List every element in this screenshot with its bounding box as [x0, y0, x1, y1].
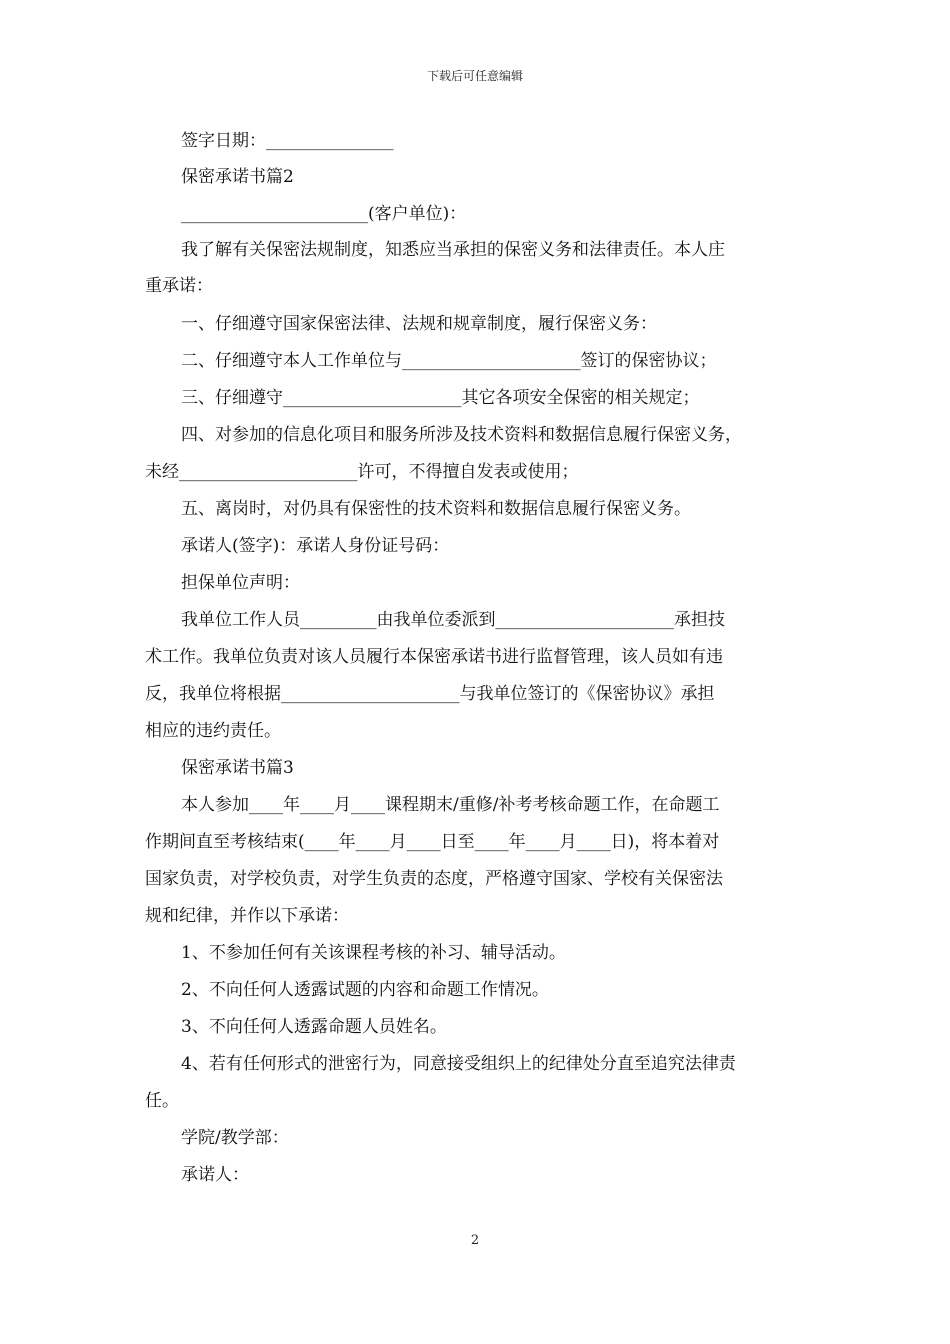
guarantor-statement-title: 担保单位声明：	[181, 573, 300, 593]
paragraph-line: 国家负责，对学校负责，对学生负责的态度，严格遵守国家、学校有关保密法	[145, 869, 723, 889]
paragraph-line: 我了解有关保密法规制度，知悉应当承担的保密义务和法律责任。本人庄	[181, 240, 725, 260]
promisor-line: 承诺人：	[181, 1165, 249, 1185]
commitment-item-2: 二、仔细遵守本人工作单位与_____________________签订的保密协议；	[181, 351, 717, 371]
page-header: 下载后可任意编辑	[426, 69, 523, 83]
paragraph-line: 相应的违约责任。	[145, 721, 281, 741]
paragraph-line: 作期间直至考核结束(____年____月____日至____年____月____日)，将本着对	[145, 832, 720, 852]
commitment-item-4: 四、对参加的信息化项目和服务所涉及技术资料和数据信息履行保密义务，	[181, 425, 742, 445]
paragraph-line: 重承诺：	[145, 276, 213, 296]
paragraph-line: 规和纪律，并作以下承诺：	[145, 906, 349, 926]
exam-item-4-cont: 任。	[145, 1091, 179, 1111]
paragraph-line: 反，我单位将根据_____________________与我单位签订的《保密协议》承担	[145, 684, 715, 704]
promisor-signature-line: 承诺人(签字)：承诺人身份证号码：	[181, 536, 450, 556]
commitment-item-5: 五、离岗时，对仍具有保密性的技术资料和数据信息履行保密义务。	[181, 499, 691, 519]
section-title-2: 保密承诺书篇2	[181, 167, 294, 187]
exam-item-4: 4、若有任何形式的泄密行为，同意接受组织上的纪律处分直至追究法律责	[181, 1054, 736, 1074]
commitment-item-3: 三、仔细遵守_____________________其它各项安全保密的相关规定；	[181, 388, 700, 408]
paragraph-line: 本人参加____年____月____课程期末/重修/补考考核命题工作，在命题工	[181, 795, 720, 815]
page-number: 2	[470, 1233, 480, 1248]
exam-item-1: 1、不参加任何有关该课程考核的补习、辅导活动。	[181, 943, 566, 963]
college-line: 学院/教学部：	[181, 1128, 289, 1148]
paragraph-line: 我单位工作人员_________由我单位委派到_____________________承担技	[181, 610, 725, 630]
client-unit-line: ______________________(客户单位)：	[181, 204, 467, 224]
commitment-item-1: 一、仔细遵守国家保密法律、法规和规章制度，履行保密义务：	[181, 314, 657, 334]
commitment-item-4-cont: 未经_____________________许可，不得擅自发表或使用；	[145, 462, 579, 482]
exam-item-3: 3、不向任何人透露命题人员姓名。	[181, 1017, 447, 1037]
signature-date-line: 签字日期：_______________	[181, 131, 394, 151]
section-title-3: 保密承诺书篇3	[181, 758, 294, 778]
paragraph-line: 术工作。我单位负责对该人员履行本保密承诺书进行监督管理，该人员如有违	[145, 647, 723, 667]
exam-item-2: 2、不向任何人透露试题的内容和命题工作情况。	[181, 980, 549, 1000]
